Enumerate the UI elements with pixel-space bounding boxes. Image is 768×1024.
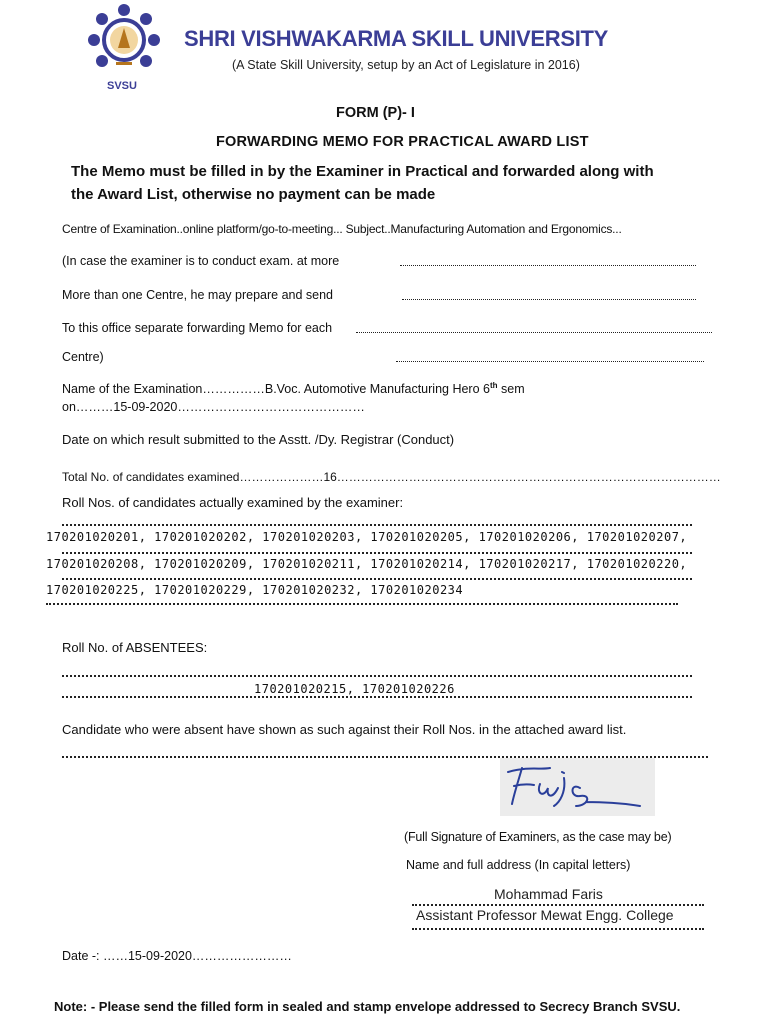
examination-name: Name of the Examination……………B.Voc. Automotive Manufacturing Hero 6th sem xyxy=(62,381,525,397)
centre-of-examination: Centre of Examination..online platform/go-to-meeting... Subject..Manufacturing Automation and Ergonomics... xyxy=(62,222,622,236)
roll-numbers-line-1: 170201020201, 170201020202, 170201020203, 170201020205, 170201020206, 170201020207, xyxy=(46,530,688,544)
roll-numbers-line-2: 170201020208, 170201020209, 170201020211, 170201020214, 170201020217, 170201020220, xyxy=(46,557,688,571)
note-line-1: (In case the examiner is to conduct exam. at more xyxy=(62,254,340,268)
dotted-line xyxy=(62,552,692,554)
submission-date: Date -: ……15-09-2020…………………… xyxy=(62,949,292,963)
dotted-line xyxy=(46,603,678,605)
signature-image xyxy=(500,758,655,816)
dotted-line xyxy=(62,675,692,677)
note-line-4: Centre) xyxy=(62,350,104,364)
signature-caption: (Full Signature of Examiners, as the case may be) xyxy=(404,830,672,844)
dotted-line xyxy=(62,524,692,526)
dotted-line xyxy=(412,928,704,930)
examiner-name: Mohammad Faris xyxy=(494,886,603,902)
logo-text: SVSU xyxy=(107,80,137,92)
dotted-blank xyxy=(400,265,696,266)
form-number: FORM (P)- I xyxy=(336,105,415,121)
roll-numbers-line-3: 170201020225, 170201020229, 170201020232, 170201020234 xyxy=(46,583,464,597)
absentees-label: Roll No. of ABSENTEES: xyxy=(62,640,208,655)
dotted-line xyxy=(62,696,692,698)
date-result-submitted-label: Date on which result submitted to the Asstt. /Dy. Registrar (Conduct) xyxy=(62,432,455,447)
dotted-blank xyxy=(396,361,704,362)
memo-title: FORWARDING MEMO FOR PRACTICAL AWARD LIST xyxy=(216,134,589,150)
examination-date: on………15-09-2020……………………………………… xyxy=(62,400,365,414)
examiner-designation: Assistant Professor Mewat Engg. College xyxy=(416,907,674,923)
dotted-blank xyxy=(356,332,712,333)
dotted-line xyxy=(62,578,692,580)
roll-nos-label: Roll Nos. of candidates actually examined by the examiner: xyxy=(62,495,404,510)
dotted-line xyxy=(412,904,704,906)
signature-icon xyxy=(500,758,655,816)
note-line-2: More than one Centre, he may prepare and send xyxy=(62,288,334,302)
university-subtitle: (A State Skill University, setup by an Act of Legislature in 2016) xyxy=(232,58,580,72)
dotted-blank xyxy=(402,299,696,300)
name-address-label: Name and full address (In capital letters) xyxy=(406,858,631,872)
footer-note: Note: - Please send the filled form in sealed and stamp envelope addressed to Secrecy Branch SVSU. xyxy=(54,999,681,1014)
instruction-line-2: the Award List, otherwise no payment can be made xyxy=(71,186,436,203)
university-name: SHRI VISHWAKARMA SKILL UNIVERSITY xyxy=(184,26,609,51)
absent-note: Candidate who were absent have shown as such against their Roll Nos. in the attached award list. xyxy=(62,722,627,737)
total-candidates: Total No. of candidates examined…………………16…………………………………………………………………………………… xyxy=(62,470,721,484)
absentee-roll-numbers: 170201020215, 170201020226 xyxy=(254,682,455,696)
university-logo-icon xyxy=(86,2,162,82)
instruction-line-1: The Memo must be filled in by the Examiner in Practical and forwarded along with xyxy=(71,163,654,180)
note-line-3: To this office separate forwarding Memo for each xyxy=(62,321,333,335)
